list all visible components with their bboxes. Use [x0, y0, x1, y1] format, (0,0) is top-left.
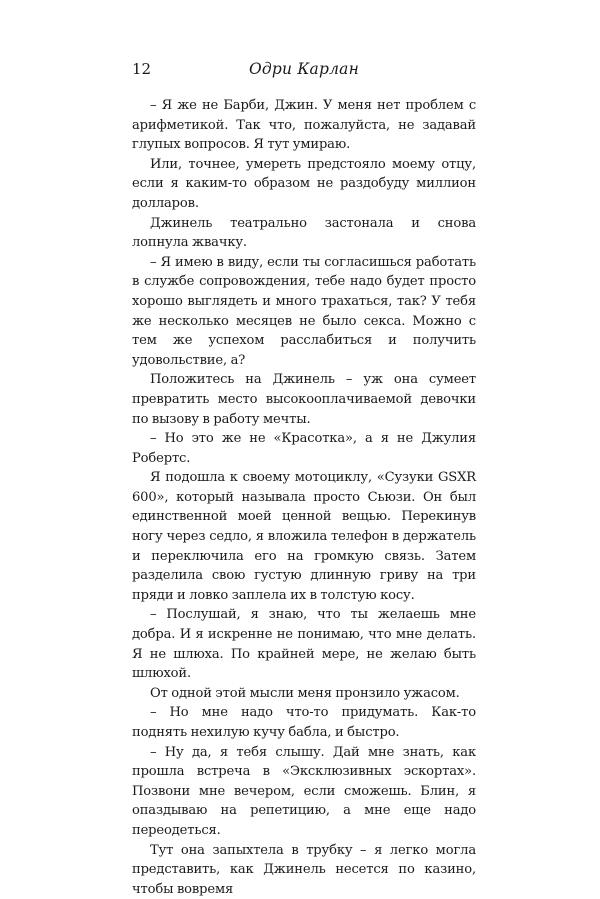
body-text: [132, 96, 476, 899]
paragraph: – Но мне надо что-то придумать. Как-то поднять нехилую кучу бабла, и быстро.: [132, 705, 476, 740]
paragraph: От одной этой мысли меня пронзило ужасом.: [150, 685, 460, 701]
paragraph: Я подошла к своему мотоциклу, «Сузуки GSXR 600», который называла просто Сьюзи. Он был единственной моей ценной вещью. Перекинув ногу через седло, я вложила телефон в держатель и переключила его на громкую связь. Затем разделила свою густую длинную гриву на три пряди и ловко заплела их в толстую косу.: [132, 470, 476, 603]
paragraph: Тут она запыхтела в трубку – я легко могла представить, как Джинель несется по казино, чтобы вовремя: [132, 842, 476, 897]
paragraph: – Послушай, я знаю, что ты желаешь мне добра. И я искренне не понимаю, что мне делать. Я не шлюха. По крайней мере, не желаю быть шлюхой.: [132, 607, 476, 682]
running-head: [132, 60, 476, 82]
paragraph: Положитесь на Джинель – уж она сумеет превратить место высокооплачиваемой девочки по вызову в работу мечты.: [132, 372, 476, 427]
paragraph: – Но это же не «Красотка», а я не Джулия Робертс.: [132, 431, 476, 466]
paragraph: – Я же не Барби, Джин. У меня нет проблем с арифметикой. Так что, пожалуйста, не задавай глупых вопросов. Я тут умираю.: [132, 98, 476, 153]
page-number: 12: [132, 60, 152, 78]
paragraph: Или, точнее, умереть предстояло моему отцу, если я каким-то образом не раздобуду миллион долларов.: [132, 156, 476, 211]
book-title: Одри Карлан: [248, 60, 360, 78]
paragraph: – Я имею в виду, если ты согласишься работать в службе сопровождения, тебе надо будет просто хорошо выглядеть и много трахаться, так? У тебя же несколько месяцев не было секса. Можно с тем же успехом расслабиться и получить удовольствие, а?: [132, 254, 476, 368]
paragraph: – Ну да, я тебя слышу. Дай мне знать, как прошла встреча в «Эксклюзивных эскортах». Позвони мне вечером, если сможешь. Блин, я опаздываю на репетицию, а мне еще надо переодеться.: [132, 744, 476, 838]
paragraph: Джинель театрально застонала и снова лопнула жвачку.: [132, 215, 476, 251]
